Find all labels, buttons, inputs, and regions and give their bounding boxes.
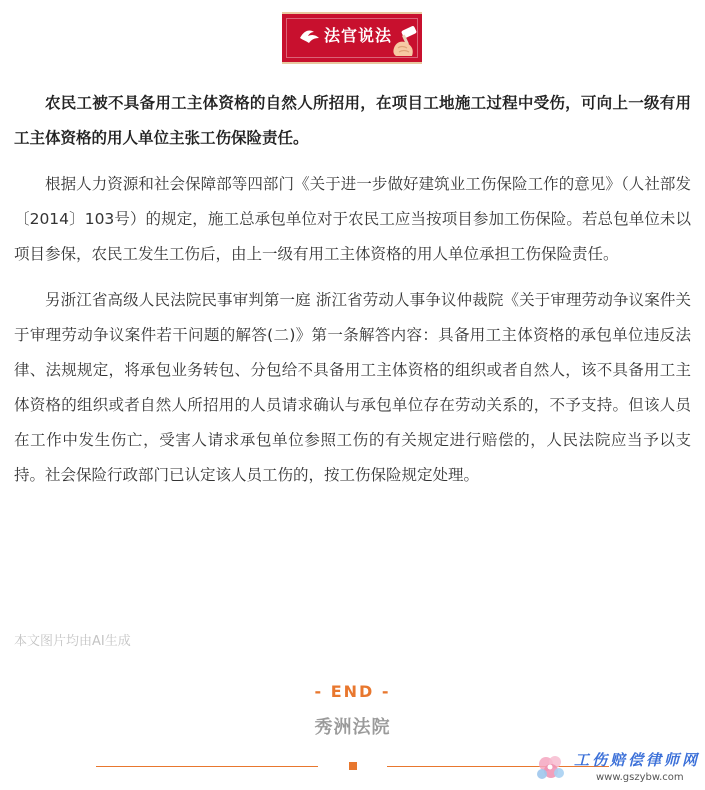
- article-body: [14, 86, 691, 493]
- footer-divider-left: [96, 766, 318, 767]
- watermark-title: 工伤赔偿律师网: [574, 751, 701, 769]
- court-name: 秀洲法院: [314, 717, 391, 738]
- flower-icon: [534, 752, 568, 784]
- body-paragraph-1: 根据人力资源和社会保障部等四部门《关于进一步做好建筑业工伤保险工作的意见》（人社部发〔2014〕103号）的规定，施工总承包单位对于农民工应当按项目参加工伤保险。若总包单位未以项目参保，农民工发生工伤后，由上一级有用工主体资格的用人单位承担工伤保险责任。: [14, 175, 691, 263]
- banner-title: 法官说法: [324, 26, 393, 45]
- gavel-hand-icon: [390, 26, 420, 58]
- ai-generated-note: 本文图片均由AI生成: [14, 634, 131, 649]
- header-banner: [282, 12, 422, 64]
- footer-divider-dot: [349, 762, 357, 770]
- site-watermark: [534, 748, 704, 788]
- dove-icon: [298, 26, 320, 46]
- end-mark: - END -: [314, 682, 391, 701]
- body-paragraph-2: 另浙江省高级人民法院民事审判第一庭 浙江省劳动人事争议仲裁院《关于审理劳动争议案件关于审理劳动争议案件若干问题的解答(二)》第一条解答内容：具备用工主体资格的承包单位违反法律、法规规定，将承包业务转包、分包给不具备用工主体资格的组织或者自然人，该不具备用工主体资格的组织或者自然人所招用的人员请求确认与承包单位存在劳动关系的，不予支持。但该人员在工作中发生伤亡，受害人请求承包单位参照工伤的有关规定进行赔偿的，人民法院应当予以支持。社会保险行政部门已认定该人员工伤的，按工伤保险规定处理。: [14, 291, 691, 484]
- watermark-url: www.gszybw.com: [596, 772, 684, 783]
- lead-paragraph: 农民工被不具备用工主体资格的自然人所招用，在项目工地施工过程中受伤，可向上一级有用工主体资格的用人单位主张工伤保险责任。: [14, 94, 691, 147]
